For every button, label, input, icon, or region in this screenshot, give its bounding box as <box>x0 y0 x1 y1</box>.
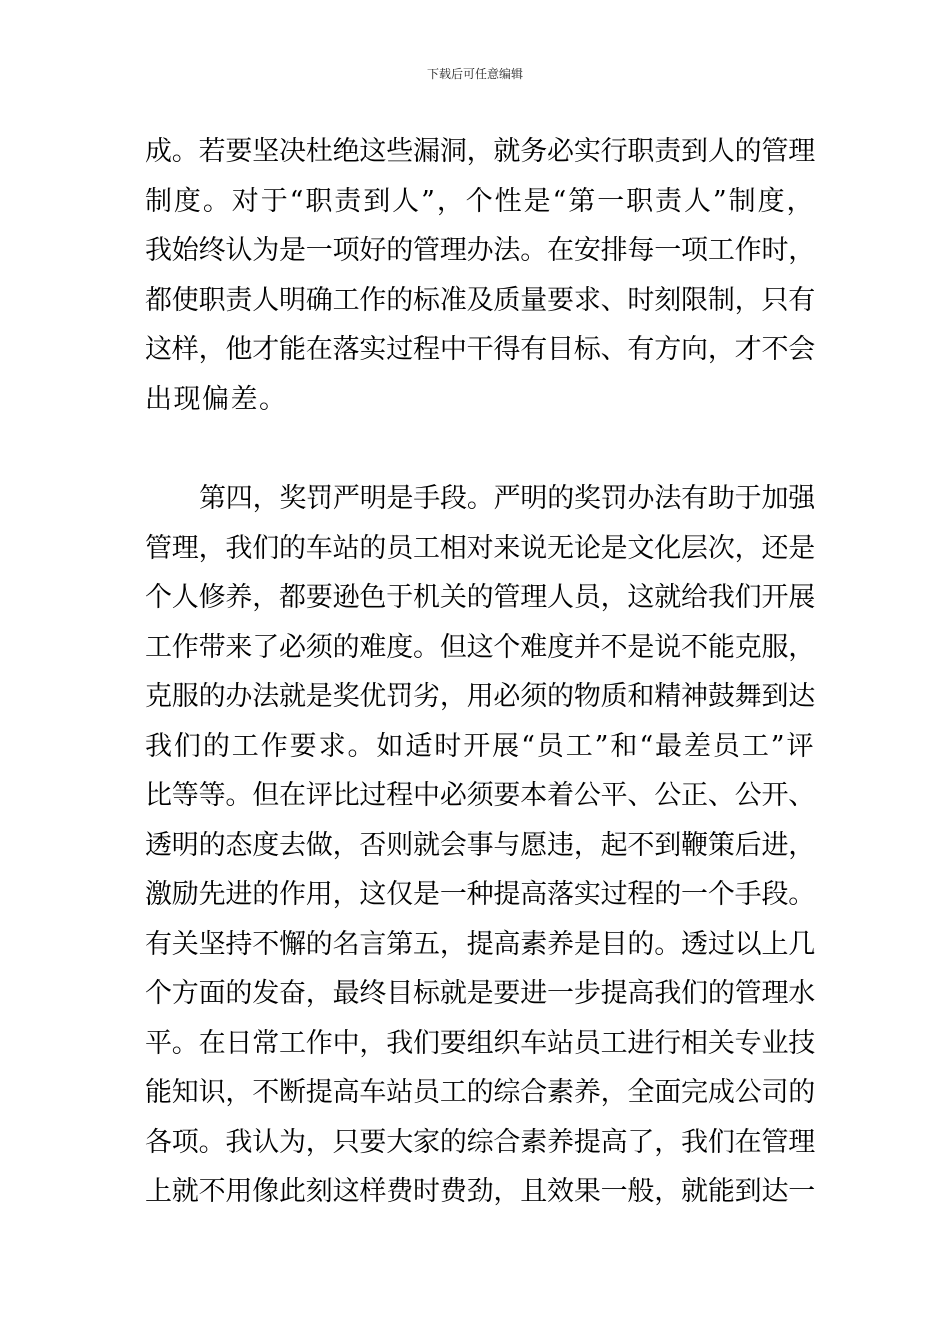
text-line: 制度。对于“职责到人”，个性是“第一职责人”制度， <box>145 185 815 217</box>
text-line: 出现偏差。 <box>145 383 288 415</box>
text-line: 我始终认为是一项好的管理办法。在安排每一项工作时， <box>145 235 815 266</box>
text-line: 上就不用像此刻这样费时费劲，且效果一般，就能到达一 <box>145 1176 815 1207</box>
text-line: 激励先进的作用，这仅是一种提高落实过程的一个手段。 <box>145 879 815 910</box>
text-line: 个人修养，都要逊色于机关的管理人员，这就给我们开展 <box>145 582 815 613</box>
text-line: 有关坚持不懈的名言第五，提高素养是目的。透过以上几 <box>145 928 815 960</box>
text-line: 这样，他才能在落实过程中干得有目标、有方向，才不会 <box>145 334 815 365</box>
text-line: 各项。我认为，只要大家的综合素养提高了，我们在管理 <box>145 1126 815 1158</box>
text-line: 管理，我们的车站的员工相对来说无论是文化层次，还是 <box>145 532 815 564</box>
text-line: 第四，奖罚严明是手段。严明的奖罚办法有助于加强 <box>199 483 815 514</box>
text-line: 能知识，不断提高车站员工的综合素养，全面完成公司的 <box>145 1077 815 1108</box>
text-line: 成。若要坚决杜绝这些漏洞，就务必实行职责到人的管理 <box>145 136 815 167</box>
paragraph-2 <box>145 474 815 1217</box>
text-line: 我们的工作要求。如适时开展“员工”和“最差员工”评 <box>145 730 815 762</box>
page-header: 下载后可任意编辑 <box>426 67 523 81</box>
text-line: 个方面的发奋，最终目标就是要进一步提高我们的管理水 <box>145 978 815 1009</box>
paragraph-1 <box>145 127 815 424</box>
text-line: 克服的办法就是奖优罚劣，用必须的物质和精神鼓舞到达 <box>145 681 815 712</box>
text-line: 都使职责人明确工作的标准及质量要求、时刻限制，只有 <box>145 284 815 316</box>
text-line: 平。在日常工作中，我们要组织车站员工进行相关专业技 <box>145 1027 815 1059</box>
text-line: 透明的态度去做，否则就会事与愿违，起不到鞭策后进， <box>145 829 815 861</box>
text-line: 工作带来了必须的难度。但这个难度并不是说不能克服， <box>145 631 815 663</box>
text-line: 比等等。但在评比过程中必须要本着公平、公正、公开、 <box>145 780 815 811</box>
